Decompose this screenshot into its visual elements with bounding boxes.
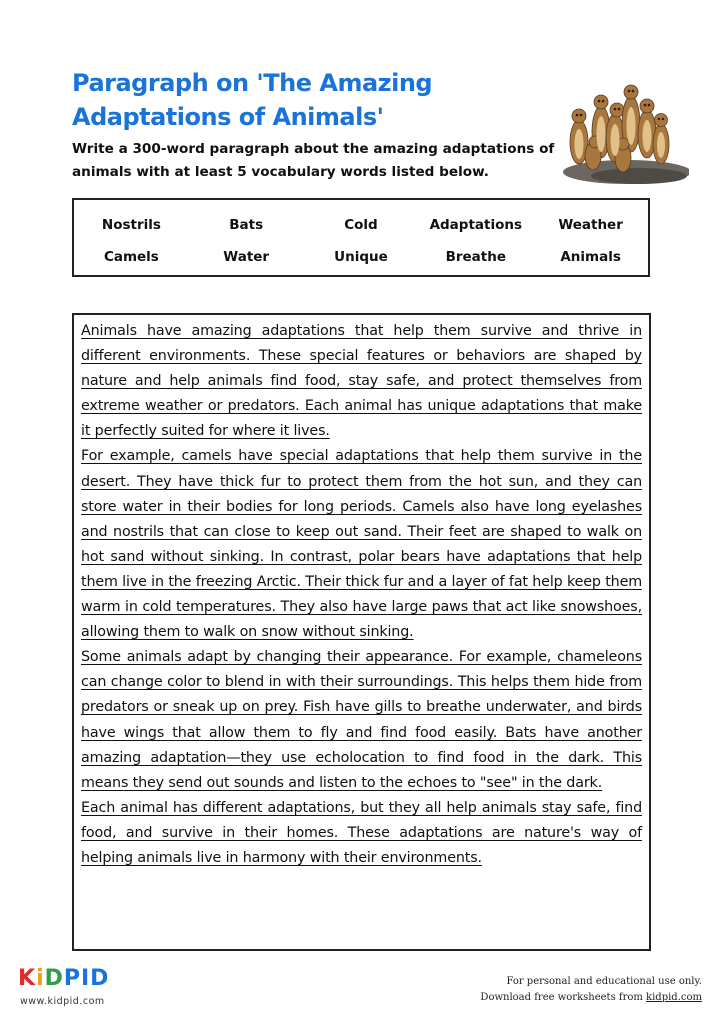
instructions: Write a 300-word paragraph about the amazing adaptations of animals with at least 5 vocabulary words listed below. <box>72 141 555 180</box>
paragraph-box <box>72 313 651 951</box>
logo-letter: PID <box>63 966 110 991</box>
vocab-word: Animals <box>560 249 621 265</box>
vocab-word: Cold <box>344 217 378 233</box>
vocab-word: Bats <box>229 217 264 233</box>
meerkats-image <box>557 72 689 184</box>
paragraph-3: Some animals adapt by changing their appearance. For example, chameleons can change color to blend in with their surroundings. This helps them hide from predators or sneak up on prey. Fish have gills to breathe underwater, and birds have wings that allow them to fly and find food easily. Bats have another amazing adaptation—they use echolocation to find food in the dark. This means they send out sounds and listen to the echoes to "see" in the dark. <box>81 649 642 791</box>
vocabulary-box <box>72 198 650 277</box>
logo-letter: D <box>44 966 64 991</box>
kidpid-logo <box>18 966 109 992</box>
footer-line-2 <box>480 990 702 1006</box>
footer-link[interactable]: kidpid.com <box>646 992 702 1003</box>
logo-letter: K <box>18 966 37 991</box>
page-title: Paragraph on 'The Amazing Adaptations of Animals' <box>72 69 433 131</box>
paragraph-4: Each animal has different adaptations, but they all help animals stay safe, find food, and survive in their homes. These adaptations are nature's way of helping animals live in harmony with their environments. <box>81 799 642 866</box>
paragraph-1: Animals have amazing adaptations that help them survive and thrive in different environments. These special features or behaviors are shaped by nature and help animals find food, stay safe, and protect themselves from extreme weather or predators. Each animal has unique adaptations that make it perfectly suited for where it lives. <box>81 323 642 440</box>
vocab-word: Nostrils <box>101 217 161 233</box>
vocabulary-grid <box>74 200 648 268</box>
logo-letter: i <box>36 966 45 991</box>
vocab-word: Camels <box>103 249 159 265</box>
vocab-word: Weather <box>558 217 623 233</box>
logo-url: www.kidpid.com <box>20 996 105 1007</box>
vocab-word: Water <box>223 249 270 265</box>
vocab-word: Breathe <box>445 249 506 265</box>
vocab-word: Unique <box>334 249 388 265</box>
paragraph-2: For example, camels have special adaptations that help them survive in the desert. They have thick fur to protect them from the hot sun, and they can store water in their bodies for long periods. Camels also have long eyelashes and nostrils that can close to keep out sand. Their feet are shaped to walk on hot sand without sinking. In contrast, polar bears have adaptations that help them live in the freezing Arctic. Their thick fur and a layer of fat help keep them warm in cold temperatures. They also have large paws that act like snowshoes, allowing them to walk on snow without sinking. <box>81 448 642 641</box>
footer-line-1: For personal and educational use only. <box>506 976 702 987</box>
footer-line-2-text: Download free worksheets from <box>480 992 647 1003</box>
footer-note <box>480 974 702 1006</box>
vocab-word: Adaptations <box>429 217 523 233</box>
